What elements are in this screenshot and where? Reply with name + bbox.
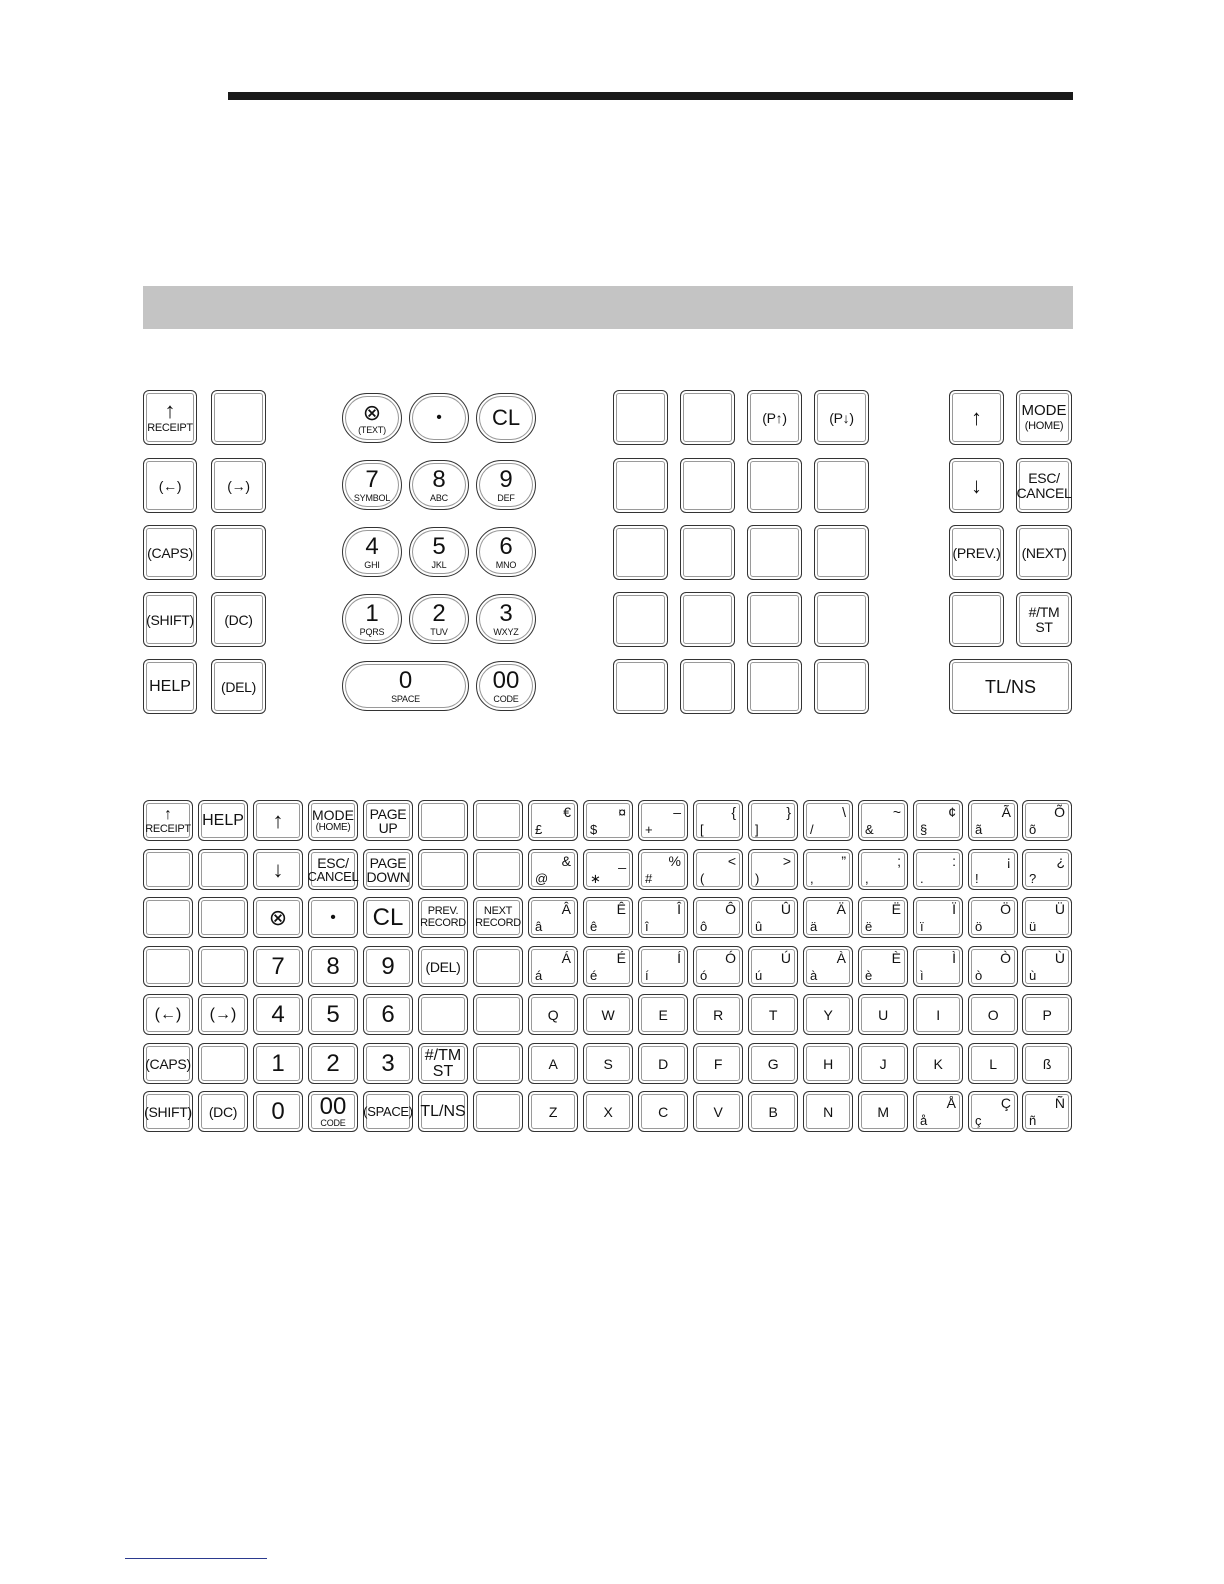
blank-key[interactable] (747, 458, 802, 513)
dc-key[interactable]: (DC) (198, 1091, 248, 1132)
blank-key[interactable] (211, 525, 266, 580)
char-key[interactable]: { [ (693, 800, 743, 841)
blank-key[interactable] (680, 525, 735, 580)
blank-key[interactable] (747, 592, 802, 647)
char-key[interactable]: \ / (803, 800, 853, 841)
up-arrow-icon: ↑ (164, 397, 176, 423)
blank-key[interactable] (747, 525, 802, 580)
left-arrow-key[interactable]: (←) (143, 458, 197, 513)
blank-key[interactable] (680, 592, 735, 647)
blank-key[interactable] (143, 897, 193, 938)
text-key[interactable] (253, 897, 303, 938)
section-heading-band (143, 286, 1073, 329)
blank-key[interactable] (198, 897, 248, 938)
char-key[interactable]: Ê ê (583, 897, 633, 938)
blank-key[interactable] (680, 659, 735, 714)
char-key[interactable]: Ã ã (968, 800, 1018, 841)
char-key[interactable]: Ü ü (1022, 897, 1072, 938)
mode-key[interactable]: MODE (HOME) (1016, 390, 1072, 445)
letter-key-u[interactable]: U (858, 994, 908, 1035)
caps-key[interactable]: (CAPS) (143, 1043, 193, 1084)
receipt-key[interactable]: ↑ RECEIPT (143, 800, 193, 841)
char-key[interactable]: É é (583, 946, 633, 987)
numkey-9[interactable]: 9 (363, 946, 413, 987)
page-down-key[interactable]: PAGE DOWN (363, 849, 413, 890)
letter-key-p[interactable]: P (1022, 994, 1072, 1035)
blank-key[interactable] (418, 800, 468, 841)
tm-st-key[interactable]: #/TM ST (1016, 592, 1072, 647)
space-key[interactable]: (SPACE) (363, 1091, 413, 1132)
char-key[interactable]: € £ (528, 800, 578, 841)
tm-st-key[interactable]: #/TM ST (418, 1043, 468, 1084)
blank-key[interactable] (949, 592, 1004, 647)
blank-key[interactable] (473, 1043, 523, 1084)
numkey-00[interactable]: 00 CODE (476, 661, 536, 711)
numkey-1[interactable]: 1 (253, 1043, 303, 1084)
letter-key-y[interactable]: Y (803, 994, 853, 1035)
letter-key-h[interactable]: H (803, 1043, 853, 1084)
numkey-0[interactable]: 0 SPACE (342, 661, 469, 711)
numkey-2[interactable]: 2 (308, 1043, 358, 1084)
char-key[interactable]: ¢ § (913, 800, 963, 841)
blank-key[interactable] (613, 525, 668, 580)
letter-key-g[interactable]: G (748, 1043, 798, 1084)
char-key[interactable]: Ù ù (1022, 946, 1072, 987)
numkey-6[interactable]: 6 (363, 994, 413, 1035)
up-arrow-icon: ↑ (971, 404, 982, 430)
numkey-6[interactable]: 6 MNO (476, 527, 536, 577)
char-key[interactable]: Ò ò (968, 946, 1018, 987)
blank-key[interactable] (473, 849, 523, 890)
char-key[interactable]: Ì ì (913, 946, 963, 987)
char-key[interactable]: À à (803, 946, 853, 987)
letter-key-v[interactable]: V (693, 1091, 743, 1132)
blank-key[interactable] (473, 994, 523, 1035)
numkey-00[interactable]: 00 CODE (308, 1091, 358, 1132)
letter-key-d[interactable]: D (638, 1043, 688, 1084)
blank-key[interactable] (473, 946, 523, 987)
char-key[interactable]: > ) (748, 849, 798, 890)
blank-key[interactable] (613, 592, 668, 647)
blank-key[interactable] (473, 800, 523, 841)
text-icon: ⊗ (362, 399, 382, 425)
char-key[interactable]: & @ (528, 849, 578, 890)
down-key[interactable] (253, 849, 303, 890)
char-key[interactable]: } ] (748, 800, 798, 841)
letter-key-r[interactable]: R (693, 994, 743, 1035)
letter-key-s[interactable]: S (583, 1043, 633, 1084)
char-key[interactable]: Ñ ñ (1022, 1091, 1072, 1132)
blank-key[interactable] (747, 659, 802, 714)
letter-key-x[interactable]: X (583, 1091, 633, 1132)
blank-key[interactable] (143, 849, 193, 890)
right-arrow-key[interactable]: (→) (198, 994, 248, 1035)
tl-ns-key[interactable]: TL/NS (949, 659, 1072, 714)
numkey-4[interactable]: 4 GHI (342, 527, 402, 577)
up-arrow-icon: ↑ (164, 805, 172, 823)
dc-key[interactable]: (DC) (211, 592, 266, 647)
page-up-key[interactable]: PAGE UP (363, 800, 413, 841)
del-key[interactable]: (DEL) (211, 659, 266, 714)
letter-key-j[interactable]: J (858, 1043, 908, 1084)
char-key[interactable]: ~ & (858, 800, 908, 841)
letter-key-b[interactable]: B (748, 1091, 798, 1132)
blank-key[interactable] (814, 458, 869, 513)
letter-key-n[interactable]: N (803, 1091, 853, 1132)
char-key[interactable]: ¤ $ (583, 800, 633, 841)
numkey-5[interactable]: 5 JKL (409, 527, 469, 577)
esc-cancel-key[interactable]: ESC/ CANCEL (1016, 458, 1072, 513)
blank-key[interactable] (814, 592, 869, 647)
numkey-0[interactable]: 0 (253, 1091, 303, 1132)
letter-key-f[interactable]: F (693, 1043, 743, 1084)
numkey-2[interactable]: 2 TUV (409, 594, 469, 644)
del-key[interactable]: (DEL) (418, 946, 468, 987)
blank-key[interactable] (613, 659, 668, 714)
char-key[interactable]: ; , (858, 849, 908, 890)
char-key[interactable]: È è (858, 946, 908, 987)
blank-key[interactable] (418, 849, 468, 890)
receipt-key[interactable]: ↑ RECEIPT (143, 390, 197, 445)
dot-key[interactable]: • (409, 393, 469, 443)
letter-key-k[interactable]: K (913, 1043, 963, 1084)
blank-key[interactable] (473, 1091, 523, 1132)
letter-key-e[interactable]: E (638, 994, 688, 1035)
footer-link-underline (125, 1558, 267, 1559)
numkey-7[interactable]: 7 (253, 946, 303, 987)
help-key[interactable]: HELP (198, 800, 248, 841)
shift-key[interactable]: (SHIFT) (143, 592, 197, 647)
header-rule (228, 92, 1073, 100)
up-arrow-icon: ↑ (272, 807, 284, 833)
char-key[interactable]: Ë ë (858, 897, 908, 938)
char-key[interactable]: Ö ö (968, 897, 1018, 938)
char-key[interactable]: Å å (913, 1091, 963, 1132)
prev-record-key[interactable]: PREV. RECORD (418, 897, 468, 938)
char-key[interactable]: Û û (748, 897, 798, 938)
letter-key-o[interactable]: O (968, 994, 1018, 1035)
down-arrow-icon: ↓ (971, 472, 982, 498)
help-key[interactable]: HELP (143, 659, 197, 714)
blank-key[interactable] (613, 390, 668, 445)
left-arrow-key[interactable]: (←) (143, 994, 193, 1035)
clear-key[interactable]: CL (363, 897, 413, 938)
next-key[interactable]: (NEXT) (1016, 525, 1072, 580)
mode-key[interactable]: MODE (HOME) (308, 800, 358, 841)
letter-key-c[interactable]: C (638, 1091, 688, 1132)
char-key[interactable]: : . (913, 849, 963, 890)
blank-key[interactable] (198, 946, 248, 987)
char-key[interactable]: ¡ ! (968, 849, 1018, 890)
char-key[interactable]: Ç ç (968, 1091, 1018, 1132)
down-arrow-icon: ↓ (272, 856, 284, 882)
char-key[interactable]: Ï ï (913, 897, 963, 938)
char-key[interactable]: Î î (638, 897, 688, 938)
blank-key[interactable] (814, 525, 869, 580)
numkey-8[interactable]: 8 ABC (409, 460, 469, 510)
letter-key-q[interactable]: Q (528, 994, 578, 1035)
numkey-9[interactable]: 9 DEF (476, 460, 536, 510)
char-key[interactable]: ” , (803, 849, 853, 890)
char-key[interactable]: Ä ä (803, 897, 853, 938)
right-arrow-key[interactable]: (→) (211, 458, 266, 513)
char-key[interactable]: Í í (638, 946, 688, 987)
blank-key[interactable] (198, 1043, 248, 1084)
char-key[interactable]: – + (638, 800, 688, 841)
numkey-7[interactable]: 7 SYMBOL (342, 460, 402, 510)
char-key[interactable]: Ó ó (693, 946, 743, 987)
blank-key[interactable] (418, 994, 468, 1035)
letter-key-i[interactable]: I (913, 994, 963, 1035)
page-up-key[interactable]: (P↑) (747, 390, 802, 445)
prev-key[interactable]: (PREV.) (949, 525, 1004, 580)
up-key[interactable] (949, 390, 1004, 445)
esc-cancel-key[interactable]: ESC/ CANCEL (308, 849, 358, 890)
numkey-3[interactable]: 3 (363, 1043, 413, 1084)
next-record-key[interactable]: NEXT RECORD (473, 897, 523, 938)
numkey-8[interactable]: 8 (308, 946, 358, 987)
char-key[interactable]: Ú ú (748, 946, 798, 987)
blank-key[interactable] (613, 458, 668, 513)
dot-key[interactable]: • (308, 897, 358, 938)
char-key[interactable]: Â â (528, 897, 578, 938)
letter-key-eszett[interactable]: ß (1022, 1043, 1072, 1084)
letter-key-w[interactable]: W (583, 994, 633, 1035)
char-key[interactable]: Ô ô (693, 897, 743, 938)
blank-key[interactable] (680, 458, 735, 513)
char-key[interactable]: ¿ ? (1022, 849, 1072, 890)
blank-key[interactable] (680, 390, 735, 445)
text-icon: ⊗ (268, 904, 288, 930)
numkey-5[interactable]: 5 (308, 994, 358, 1035)
char-key[interactable]: Õ õ (1022, 800, 1072, 841)
char-key[interactable]: < ( (693, 849, 743, 890)
caps-key[interactable]: (CAPS) (143, 525, 197, 580)
char-key[interactable]: Á á (528, 946, 578, 987)
blank-key[interactable] (814, 659, 869, 714)
char-key[interactable]: _ ∗ (583, 849, 633, 890)
clear-key[interactable]: CL (476, 393, 536, 443)
numkey-1[interactable]: 1 PQRS (342, 594, 402, 644)
letter-key-t[interactable]: T (748, 994, 798, 1035)
numkey-4[interactable]: 4 (253, 994, 303, 1035)
char-key[interactable]: % # (638, 849, 688, 890)
blank-key[interactable] (143, 946, 193, 987)
shift-key[interactable]: (SHIFT) (143, 1091, 193, 1132)
blank-key[interactable] (211, 390, 266, 445)
letter-key-z[interactable]: Z (528, 1091, 578, 1132)
letter-key-m[interactable]: M (858, 1091, 908, 1132)
numkey-3[interactable]: 3 WXYZ (476, 594, 536, 644)
tl-ns-key[interactable]: TL/NS (418, 1091, 468, 1132)
down-key[interactable] (949, 458, 1004, 513)
up-key[interactable] (253, 800, 303, 841)
letter-key-a[interactable]: A (528, 1043, 578, 1084)
letter-key-l[interactable]: L (968, 1043, 1018, 1084)
blank-key[interactable] (198, 849, 248, 890)
text-key[interactable]: ⊗ (TEXT) (342, 393, 402, 443)
page-down-key[interactable]: (P↓) (814, 390, 869, 445)
